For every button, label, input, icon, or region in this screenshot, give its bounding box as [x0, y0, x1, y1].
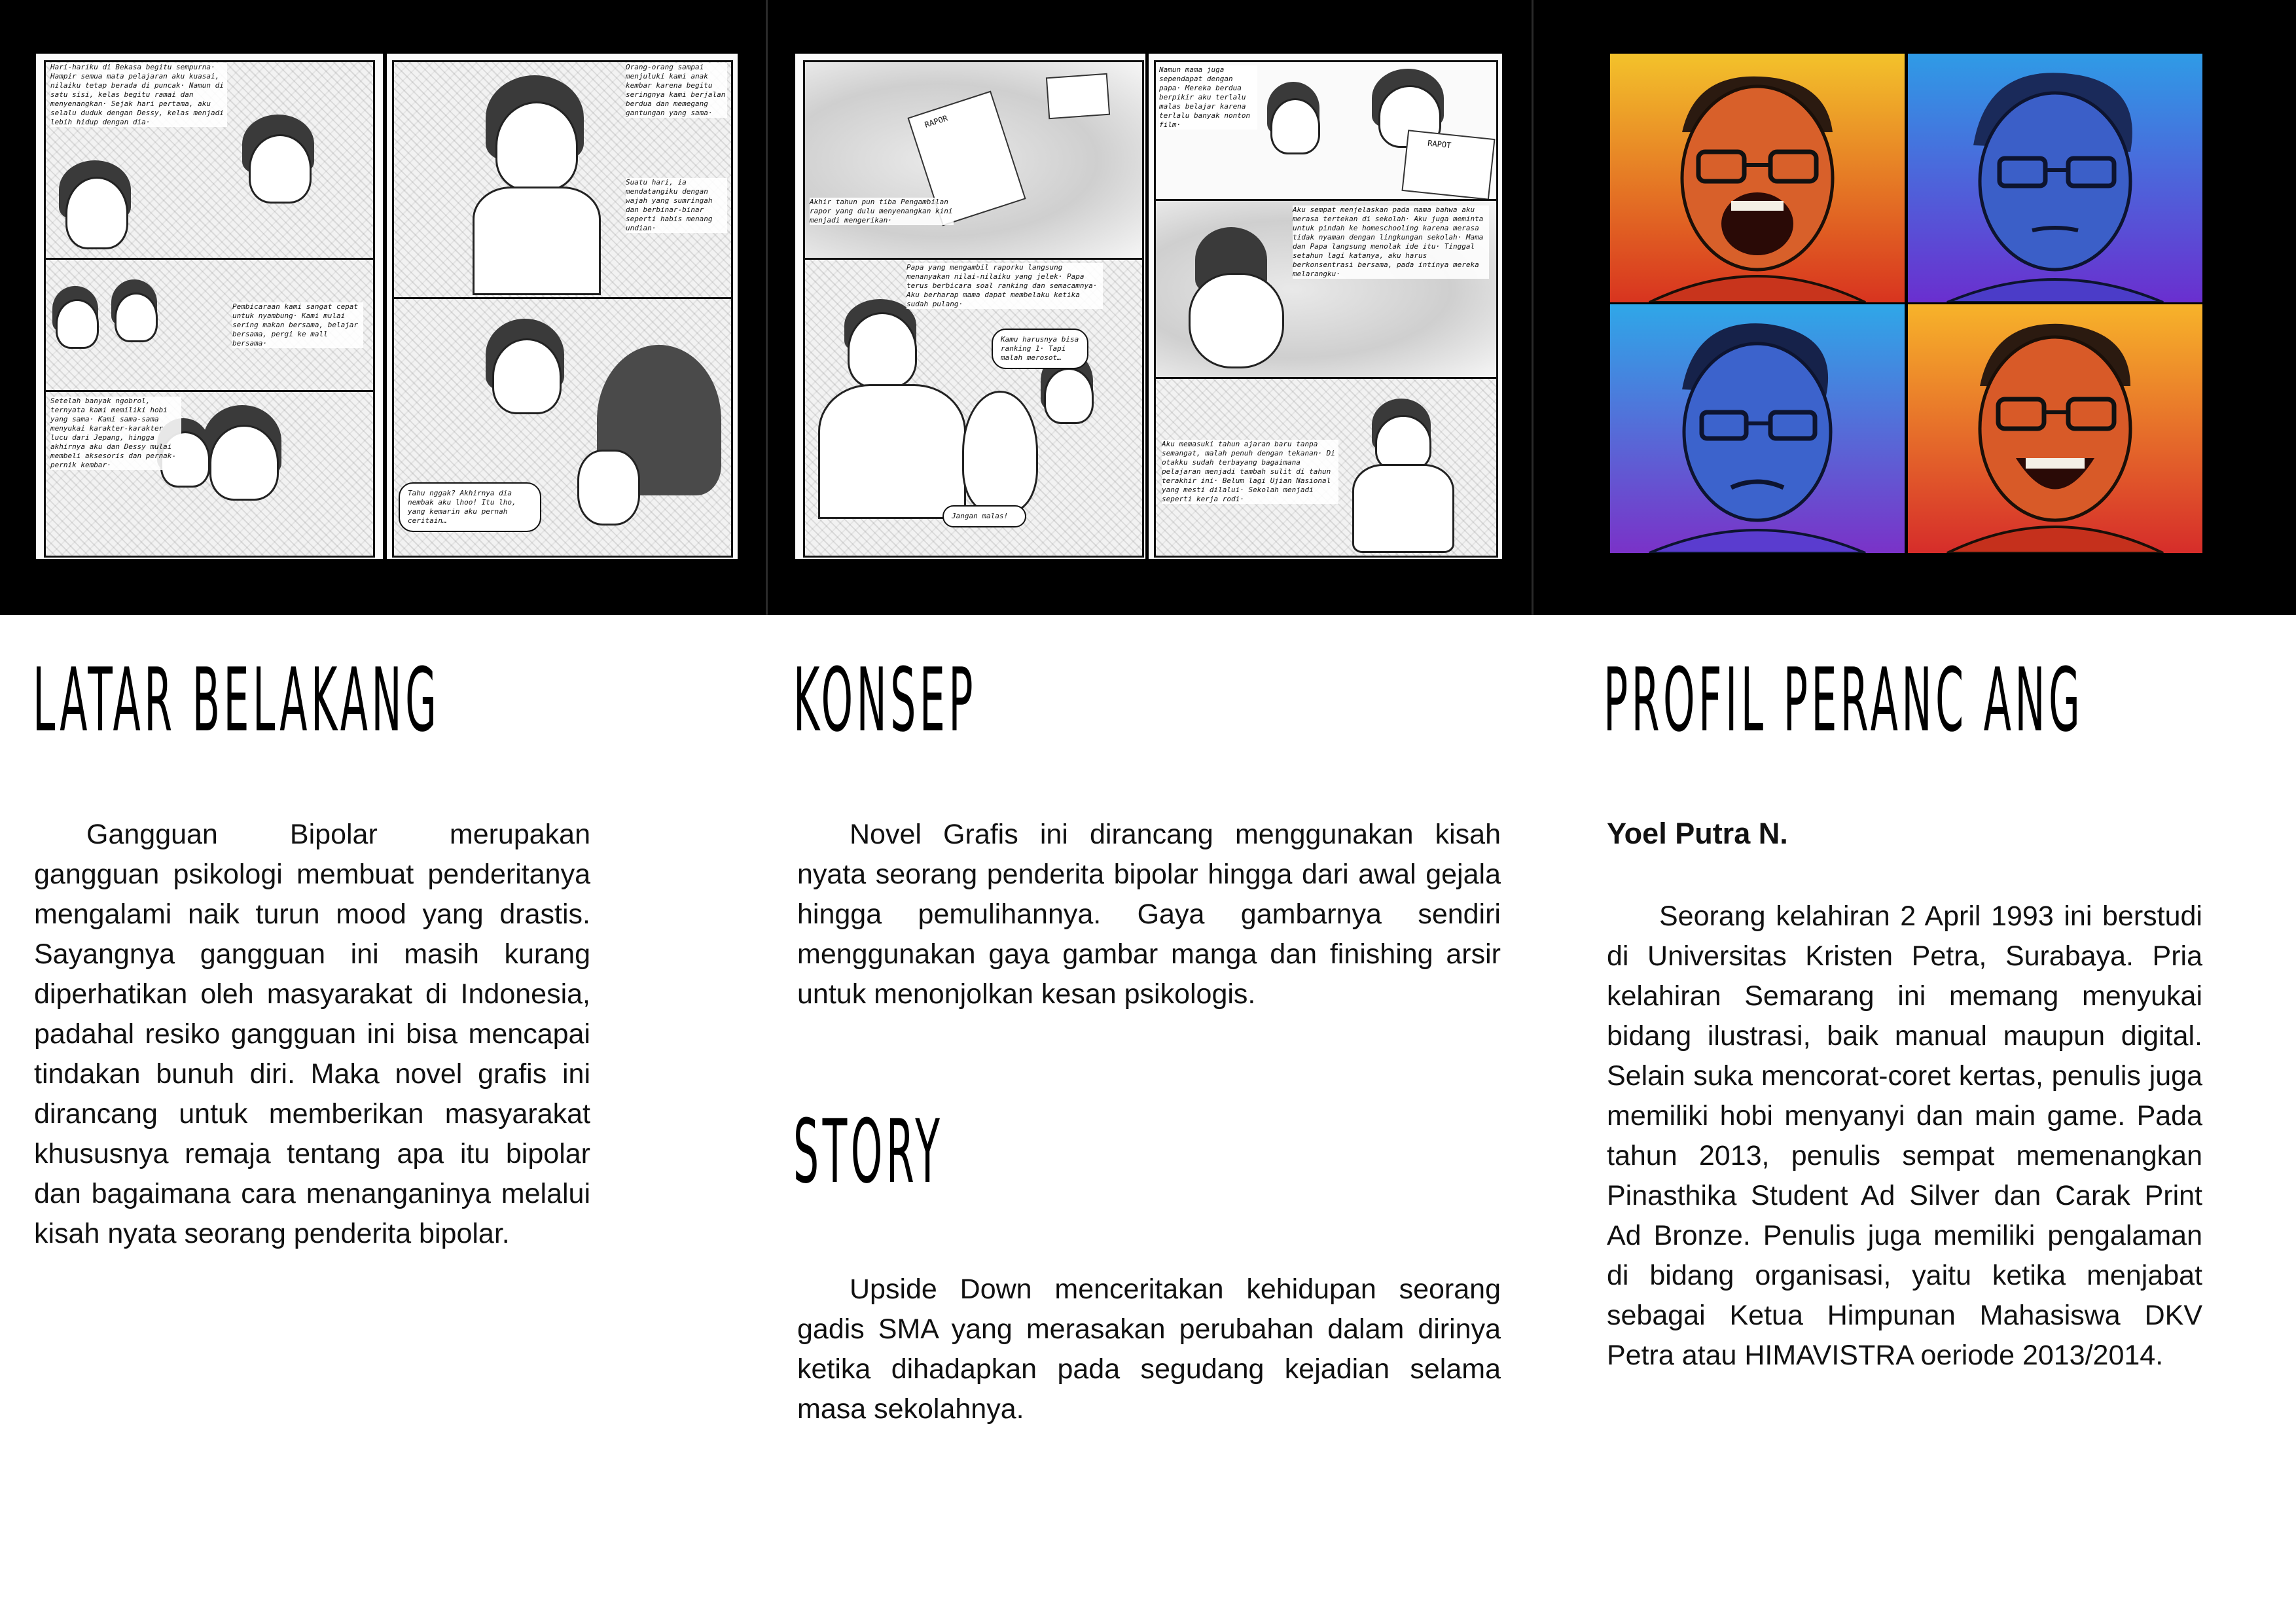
comic-caption: Orang-orang sampai menjuluki kami anak kembar karena begitu seringnya kami berjalan berdua dan memegang gantungan yang sama· — [626, 63, 727, 118]
comic-caption: Hari-hariku di Bekasa begitu sempurna· Hampir semua mata pelajaran aku kuasai, nilaiku tetap berada di puncak· Namun di satu sisi, kelas begitu ramai dan menyenangkan· Sejak hari pertama, aku selalu duduk dengan Dessy, kelas menjadi lebih hidup dengan dia· — [50, 63, 227, 127]
comic-caption: Suatu hari, ia mendatangiku dengan wajah yang sumringah dan berbinar-binar seperti habis menang undian· — [626, 178, 727, 233]
report-card-label: RAPOT — [1427, 138, 1452, 151]
heading-story: STORY — [793, 1101, 944, 1203]
comic-page-left — [36, 54, 383, 559]
comic-spread-1 — [36, 54, 738, 559]
comic-caption: Namun mama juga sependapat dengan papa· Mereka berdua berpikir aku terlalu malas belajar karena terlalu banyak nonton film· — [1159, 65, 1257, 130]
portrait-excited — [1610, 54, 1905, 302]
comic-caption: Akhir tahun pun tiba Pengambilan rapor yang dulu menyenangkan kini menjadi mengerikan· — [810, 198, 953, 224]
comic-caption: Aku sempat menjelaskan pada mama bahwa aku merasa tertekan di sekolah· Aku juga meminta untuk pindah ke homeschooling karena merasa tidak nyaman dengan lingkungan sekolah· Mama dan Papa langsung menolak ide itu· Tinggal setahun lagi katanya, aku harus berkonsentrasi bersama, pada intinya mereka melarangku· — [1293, 205, 1489, 279]
comic-caption: Pembicaraan kami sangat cepat untuk nyambung· Kami mulai sering makan bersama, belajar bersama, pergi ke mall bersama· — [232, 302, 363, 348]
comic-caption: Setelah banyak ngobrol, ternyata kami memiliki hobi yang sama· Kami sama-sama menyukai karakter-karakter lucu dari Jepang, hingga akhirnya aku dan Dessy mulai membeli aksesoris dan pernak-pernik kembar· — [50, 397, 181, 470]
comic-caption: Papa yang mengambil raporku langsung menanyakan nilai-nilaiku yang jelek· Papa terus berbicara soal ranking dan semacamnya· Aku berharap mama dapat membelaku ketika sudah pulang· — [906, 263, 1103, 309]
comic-page-right — [387, 54, 738, 559]
comic-page-right — [1149, 54, 1502, 559]
speech-bubble: Kamu harusnya bisa ranking 1· Tapi malah merosot… — [992, 329, 1088, 369]
heading-konsep: KONSEP — [793, 649, 977, 751]
portrait-laughing — [1908, 304, 2202, 553]
speech-bubble: Tahu nggak? Akhirnya dia nembak aku lhoo! Itu lho, yang kemarin aku pernah ceritain… — [399, 482, 541, 532]
profil-text: Seorang kelahiran 2 April 1993 ini berstudi di Universitas Kristen Petra, Surabaya. Pria kelahiran Semarang ini memang menyukai bidang ilustrasi, baik manual maupun digital. Selain suka mencorat-coret kertas, penulis juga memiliki hobi menyanyi dan main game. Pada tahun 2013, penulis sempat memenangkan Pinasthika Student Ad Silver dan Carak Print Ad Bronze. Penulis juga memiliki pengalaman di bidang organisasi, yaitu ketika menjabat sebagai Ketua Himpunan Mahasiswa DKV Petra atau HIMAVISTRA oeriode 2013/2014. — [1607, 901, 2202, 1371]
band-divider — [1532, 0, 1534, 615]
author-name: Yoel Putra N. — [1607, 817, 1788, 850]
portrait-skeptical — [1610, 304, 1905, 553]
story-text: Upside Down menceritakan kehidupan seorang gadis SMA yang merasakan perubahan dalam dirinya ketika dihadapkan pada segudang kejadian selama masa sekolahnya. — [797, 1274, 1501, 1425]
comic-spread-2 — [795, 54, 1502, 559]
latar-belakang-text: Gangguan Bipolar merupakan gangguan psikologi membuat penderitanya mengalami naik turun mood yang drastis. Sayangnya gangguan ini masih kurang diperhatikan oleh masyarakat di Indonesia, padahal resiko gangguan ini bisa mencapai tindakan bunuh diri. Maka novel grafis ini dirancang untuk memberikan masyarakat khususnya remaja tentang apa itu bipolar dan bagaimana cara menanganinya melalui kisah nyata seorang penderita bipolar. — [34, 819, 590, 1249]
comic-caption: Aku memasuki tahun ajaran baru tanpa semangat, malah penuh dengan tekanan· Di otakku sudah terbayang bagaimana pelajaran menjadi tambah sulit di tahun terakhir ini· Belum lagi Ujian Nasional yang mesti dilalui· Sekolah menjadi seperti kerja rodi· — [1162, 440, 1338, 504]
heading-profil-perancang: PROFIL PERANC ANG — [1604, 649, 2084, 751]
speech-bubble: Jangan malas! — [942, 505, 1026, 527]
band-divider — [766, 0, 768, 615]
heading-latar-belakang: LATAR BELAKANG — [33, 649, 440, 751]
comic-panel — [803, 60, 1144, 260]
konsep-text: Novel Grafis ini dirancang menggunakan kisah nyata seorang penderita bipolar hingga dari awal gejala hingga pemulihannya. Gaya gambarnya sendiri menggunakan gaya gambar manga dan finishing arsir untuk menonjolkan kesan psikologis. — [797, 819, 1501, 1010]
report-card-label: RAPOR — [924, 113, 949, 130]
portrait-serious — [1908, 54, 2202, 302]
comic-page-left — [795, 54, 1145, 559]
